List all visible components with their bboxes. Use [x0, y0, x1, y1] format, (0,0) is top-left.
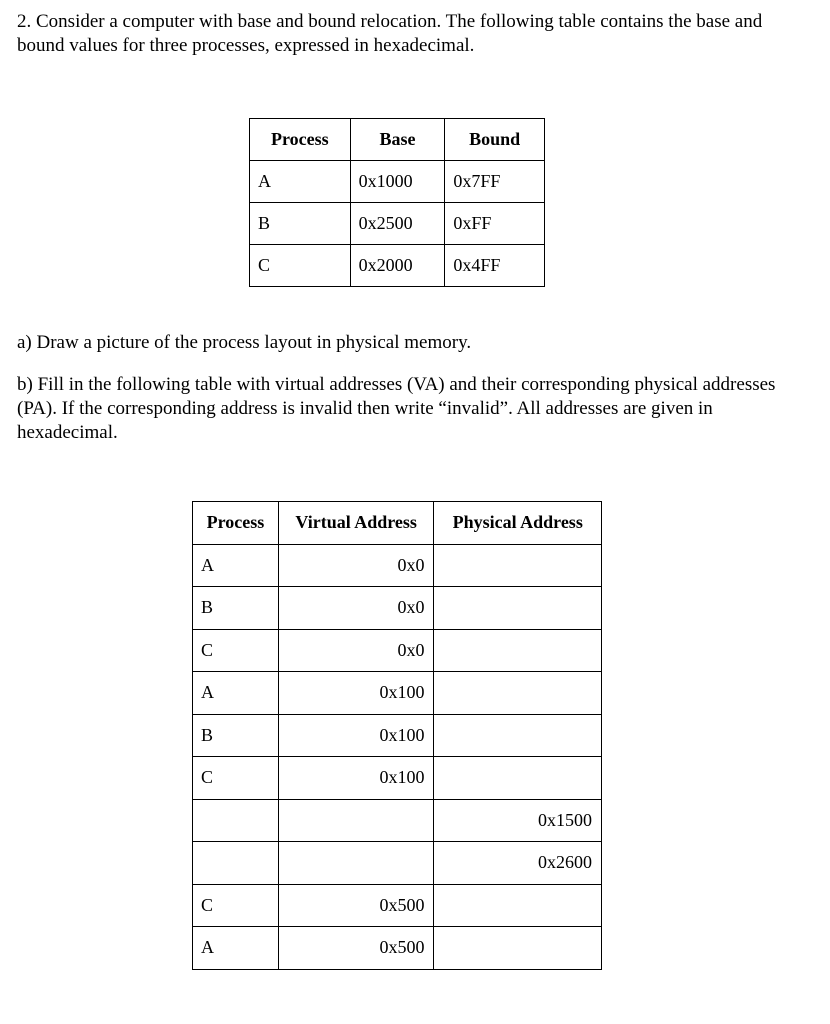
physical-address-cell[interactable] — [434, 587, 602, 630]
process-cell: A — [193, 927, 279, 970]
table-row — [193, 842, 602, 885]
process-cell: C — [193, 757, 279, 800]
table-row — [193, 587, 602, 630]
physical-address-cell: 0x1500 — [434, 799, 602, 842]
address-translation-table — [192, 501, 602, 970]
physical-address-cell[interactable] — [434, 544, 602, 587]
header-bound: Bound — [445, 119, 545, 161]
physical-address-cell[interactable] — [434, 629, 602, 672]
question-part-a: a) Draw a picture of the process layout in physical memory. — [17, 332, 472, 353]
physical-address-cell: 0x2600 — [434, 842, 602, 885]
header-virtual-address: Virtual Address — [278, 502, 434, 545]
base-cell: 0x2000 — [350, 245, 445, 287]
header-process: Process — [193, 502, 279, 545]
process-cell: B — [250, 203, 351, 245]
table-row — [193, 884, 602, 927]
table-row — [193, 714, 602, 757]
process-cell: C — [193, 629, 279, 672]
virtual-address-cell[interactable] — [278, 799, 434, 842]
process-cell: A — [193, 544, 279, 587]
virtual-address-cell: 0x100 — [278, 757, 434, 800]
process-cell: A — [193, 672, 279, 715]
process-cell[interactable] — [193, 842, 279, 885]
table-row — [193, 544, 602, 587]
virtual-address-cell: 0x500 — [278, 927, 434, 970]
table-header-row — [193, 502, 602, 545]
physical-address-cell[interactable] — [434, 714, 602, 757]
physical-address-cell[interactable] — [434, 672, 602, 715]
process-cell: A — [250, 161, 351, 203]
bound-cell: 0x7FF — [445, 161, 545, 203]
table-row — [193, 757, 602, 800]
virtual-address-cell: 0x0 — [278, 629, 434, 672]
process-cell[interactable] — [193, 799, 279, 842]
table-row — [250, 161, 545, 203]
base-cell: 0x1000 — [350, 161, 445, 203]
physical-address-cell[interactable] — [434, 927, 602, 970]
virtual-address-cell: 0x0 — [278, 587, 434, 630]
question-part-b: b) Fill in the following table with virtual addresses (VA) and their corresponding physical addresses (PA). If the corresponding address is invalid then write “invalid”. All addresses are given in hexadecimal. — [17, 374, 776, 443]
bound-cell: 0x4FF — [445, 245, 545, 287]
table-row — [193, 672, 602, 715]
header-process: Process — [250, 119, 351, 161]
table-row — [193, 629, 602, 672]
table-row — [250, 203, 545, 245]
table-row — [250, 245, 545, 287]
header-physical-address: Physical Address — [434, 502, 602, 545]
process-cell: C — [193, 884, 279, 927]
base-bound-table — [249, 118, 545, 287]
table-header-row — [250, 119, 545, 161]
question-intro: 2. Consider a computer with base and bound relocation. The following table contains the base and bound values for three processes, expressed in hexadecimal. — [17, 11, 763, 56]
virtual-address-cell: 0x100 — [278, 714, 434, 757]
process-cell: B — [193, 714, 279, 757]
virtual-address-cell: 0x100 — [278, 672, 434, 715]
process-cell: B — [193, 587, 279, 630]
virtual-address-cell: 0x500 — [278, 884, 434, 927]
bound-cell: 0xFF — [445, 203, 545, 245]
virtual-address-cell[interactable] — [278, 842, 434, 885]
base-cell: 0x2500 — [350, 203, 445, 245]
header-base: Base — [350, 119, 445, 161]
physical-address-cell[interactable] — [434, 884, 602, 927]
physical-address-cell[interactable] — [434, 757, 602, 800]
table-row — [193, 927, 602, 970]
table-row — [193, 799, 602, 842]
process-cell: C — [250, 245, 351, 287]
virtual-address-cell: 0x0 — [278, 544, 434, 587]
